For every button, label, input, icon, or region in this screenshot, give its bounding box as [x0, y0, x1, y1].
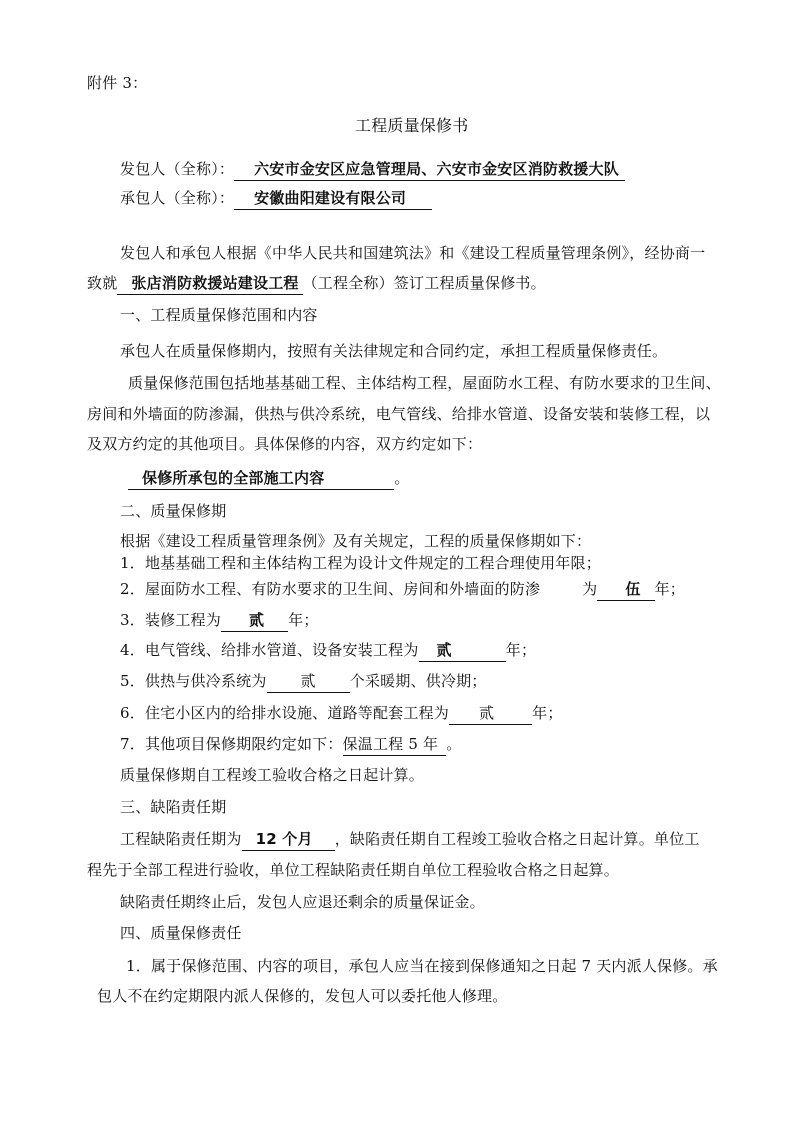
period-item-3-value: 贰: [221, 610, 288, 632]
section3-p2: 缺陷责任期终止后，发包人应退还剩余的质量保证金。: [120, 893, 485, 911]
period-item-1: 1．地基基础工程和主体结构工程为设计文件规定的工程合理使用年限；: [120, 554, 601, 572]
intro-line-1: 发包人和承包人根据《中华人民共和国建筑法》和《建设工程质量管理条例》，经协商一: [120, 244, 706, 262]
period-item-7-value: 保温工程 5 年: [343, 734, 447, 756]
period-item-2-unit: 年；: [654, 580, 685, 598]
period-item-4-unit: 年；: [505, 641, 537, 659]
section4-p1-line1: 1．属于保修范围、内容的项目，承包人应当在接到保修通知之日起 7 天内派人保修。承: [126, 957, 718, 975]
employer-value: 六安市金安区应急管理局、六安市金安区消防救援大队: [234, 159, 625, 181]
scope-value: 保修所承包的全部施工内容: [128, 468, 394, 490]
contractor-label: 承包人（全称）：: [120, 189, 235, 207]
period-item-6-text: 6．住宅小区内的给排水设施、道路等配套工程为: [120, 704, 449, 722]
section1-heading: 一、工程质量保修范围和内容: [120, 306, 318, 324]
defect-period-label: 工程缺陷责任期为: [120, 830, 242, 848]
employer-label: 发包人（全称）：: [120, 160, 235, 178]
period-item-2-text: 2．屋面防水工程、有防水要求的卫生间、房间和外墙面的防渗: [120, 580, 541, 598]
contractor-value: 安徽曲阳建设有限公司: [234, 188, 432, 210]
scope-end: 。: [394, 469, 410, 487]
period-item-7: [120, 733, 461, 756]
intro-suffix: （工程全称）签订工程质量保修书。: [302, 274, 546, 292]
attachment-label: 附件 3：: [87, 74, 148, 92]
period-item-2-wei: 为: [582, 580, 598, 598]
section3-heading: 三、缺陷责任期: [120, 798, 227, 816]
period-item-4: [120, 639, 536, 662]
section4-p1-line2: 包人不在约定期限内派人保修的，发包人可以委托他人修理。: [97, 987, 508, 1005]
intro-prefix: 致就: [87, 274, 118, 292]
document-title: 工程质量保修书: [355, 116, 469, 135]
section3-p1-line2: 程先于全部工程进行验收，单位工程缺陷责任期自单位工程验收合格之日起算。: [87, 861, 620, 879]
section4-heading: 四、质量保修责任: [120, 924, 242, 942]
section2-heading: 二、质量保修期: [120, 502, 227, 520]
period-item-5-value: 贰: [267, 671, 350, 693]
section3-p1-line1: [120, 828, 700, 851]
section1-p2-line3: 及双方约定的其他项目。具体保修的内容，双方约定如下：: [87, 435, 483, 453]
period-item-7-text: 7．其他项目保修期限约定如下：: [120, 735, 343, 753]
scope-line: [128, 467, 410, 490]
section1-p2-line1: 质量保修范围包括地基基础工程、主体结构工程，屋面防水工程、有防水要求的卫生间、: [128, 374, 721, 392]
period-item-4-text: 4．电气管线、给排水管道、设备安装工程为: [120, 641, 419, 659]
period-note: 质量保修期自工程竣工验收合格之日起计算。: [120, 766, 425, 784]
period-item-5: [120, 670, 487, 693]
project-name: 张店消防救援站建设工程: [117, 273, 302, 295]
intro-line-2: [87, 272, 546, 295]
period-item-5-text: 5．供热与供冷系统为: [120, 672, 267, 690]
section1-p2-line2: 房间和外墙面的防渗漏，供热与供冷系统，电气管线、给排水管道、设备安装和装修工程，以: [87, 405, 711, 423]
period-item-6-value: 贰: [449, 703, 532, 725]
period-item-3: [120, 609, 319, 632]
period-item-7-end: 。: [446, 735, 462, 753]
period-item-2: [120, 578, 685, 601]
section1-p1: 承包人在质量保修期内，按照有关法律规定和合同约定，承担工程质量保修责任。: [120, 342, 668, 360]
defect-period-value: 12 个月: [242, 829, 335, 851]
period-item-2-value: 伍: [597, 579, 654, 601]
contractor-line: [120, 187, 432, 210]
period-item-3-text: 3．装修工程为: [120, 611, 221, 629]
period-item-4-value: 贰: [419, 640, 506, 662]
employer-line: [120, 158, 625, 181]
period-item-6-unit: 年；: [532, 704, 563, 722]
defect-period-rest: ，缺陷责任期自工程竣工验收合格之日起计算。单位工: [334, 830, 700, 848]
period-item-5-unit: 个采暖期、供冷期；: [349, 672, 487, 690]
period-item-3-unit: 年；: [288, 611, 319, 629]
section2-intro: 根据《建设工程质量管理条例》及有关规定，工程的质量保修期如下：: [120, 532, 592, 550]
period-item-6: [120, 702, 563, 725]
